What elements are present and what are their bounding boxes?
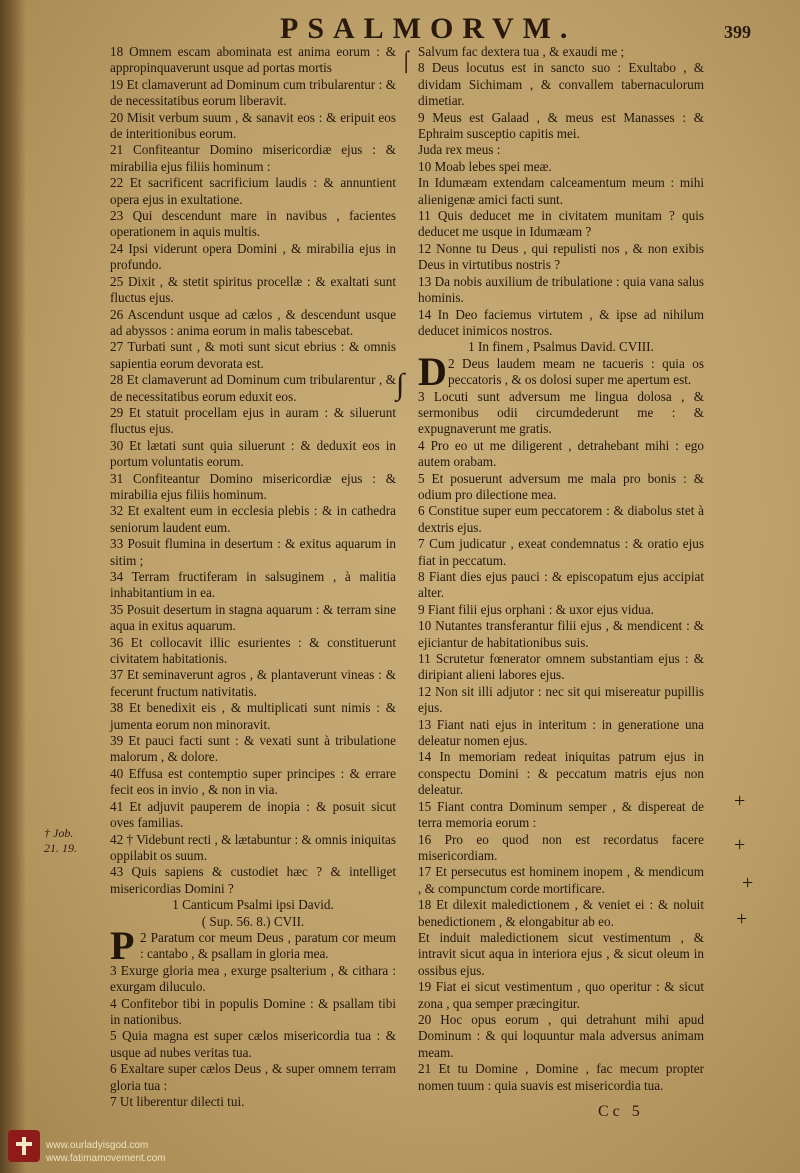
website-link[interactable]: www.fatimamovement.com: [46, 1153, 166, 1164]
handwritten-cross-mark: +: [742, 872, 754, 894]
verse: 4 Pro eo ut me diligerent , detrahebant mihi : ego autem orabam.: [418, 437, 704, 470]
verse: 27 Turbati sunt , & moti sunt sicut ebrius : & omnis sapientia eorum devorata est.: [110, 339, 396, 371]
verse: 17 Et persecutus est hominem inopem , & mendicum , & compunctum corde mortificare.: [418, 864, 704, 896]
dropcap-letter: D: [418, 348, 447, 394]
verse: 8 Fiant dies ejus pauci : & episcopatum ejus accipiat alter.: [418, 569, 704, 601]
site-logo: [8, 1130, 40, 1162]
verse: 30 Et lætati sunt quia siluerunt : & deduxit eos in portum voluntatis eorum.: [110, 437, 396, 470]
verse: 10 Nutantes transferantur filii ejus , & mendicent : & ejiciantur de habitationibus suis.: [418, 618, 704, 650]
verse: 19 Fiat ei sicut vestimentum , quo operitur : & sicut zona , qua semper præcingitur.: [418, 979, 704, 1011]
website-credits: [46, 1139, 165, 1165]
left-column: [110, 44, 396, 1110]
verse: In Idumæam extendam calceamentum meum : mihi alienigenæ amici facti sunt.: [418, 175, 704, 207]
psalm-heading: 1 Canticum Psalmi ipsi David.: [172, 897, 334, 913]
verse: 10 Moab lebes spei meæ.: [418, 158, 552, 174]
verse: 6 Exaltare super cælos Deus , & super omnem terram gloria tua :: [110, 1061, 396, 1093]
verse: 18 Et dilexit maledictionem , & veniet ei : & noluit benedictionem , & elongabitur ab eo.: [418, 897, 704, 929]
verse: 35 Posuit desertum in stagna aquarum : & terram sine aqua in exitus aquarum.: [110, 601, 396, 634]
verse: 23 Qui descendunt mare in navibus , facientes operationem in aquis multis.: [110, 208, 396, 240]
verse: 28 Et clamaverunt ad Dominum cum tribularentur , & de necessitatibus eorum eduxit eos.: [110, 372, 396, 404]
verse: 3 Exurge gloria mea , exurge psalterium , & cithara : exurgam diluculo.: [110, 962, 396, 995]
signature-mark: Cc 5: [598, 1103, 644, 1120]
verse: 11 Scrutetur fœnerator omnem substantiam ejus : & diripiant alieni labores ejus.: [418, 651, 704, 683]
verse: 40 Effusa est contemptio super principes : & errare fecit eos in invio , & non in via.: [110, 765, 396, 798]
verse: 21 Confiteantur Domino misericordiæ ejus : & mirabilia ejus filiis hominum :: [110, 142, 396, 174]
verse: 24 Ipsi viderunt opera Domini , & mirabilia ejus in profundo.: [110, 240, 396, 273]
verse: 36 Et collocavit illic esurientes : & constituerunt civitatem habitationis.: [110, 634, 396, 667]
verse: 15 Fiant contra Dominum semper , & dispereat de terra memoria eorum :: [418, 798, 704, 831]
verse: 12 Nonne tu Deus , qui repulisti nos , & non exibis Deus in virtutibus nostris ?: [418, 240, 704, 273]
psalm-first-verse: [418, 348, 704, 394]
verse-text: 2 Deus laudem meam ne tacueris : quia os peccatoris , & os dolosi super me apertum est.: [448, 355, 704, 388]
psalm-first-verse: [110, 922, 396, 968]
verse: 38 Et benedixit eis , & multiplicati sunt nimis : & jumenta eorum non minoravit.: [110, 700, 396, 732]
right-column: [418, 44, 704, 1094]
verse: 13 Fiant nati ejus in interitum : in generatione una deleatur nomen ejus.: [418, 716, 704, 749]
verse: 8 Deus locutus est in sancto suo : Exultabo , & dividam Sichimam , & convallem tabernaculorum dimetiar.: [418, 60, 704, 109]
handwritten-cross-mark: +: [734, 834, 746, 856]
psalm-heading: 1 In finem , Psalmus David. CVIII.: [468, 339, 654, 355]
verse: 9 Fiant filii ejus orphani : & uxor ejus vidua.: [418, 601, 654, 617]
verse: 19 Et clamaverunt ad Dominum cum tribularentur : & de necessitatibus eorum liberavit.: [110, 76, 396, 109]
verse: 20 Hoc opus eorum , qui detrahunt mihi apud Dominum : & qui loquuntur mala adversus animam meam.: [418, 1011, 704, 1060]
page-title: PSALMORVM.: [280, 12, 577, 45]
verse: 5 Quia magna est super cælos misericordia tua : & usque ad nubes veritas tua.: [110, 1028, 396, 1060]
verse: 32 Et exaltent eum in ecclesia plebis : & in cathedra seniorum laudent eum.: [110, 503, 396, 535]
verse: 12 Non sit illi adjutor : nec sit qui misereatur pupillis ejus.: [418, 683, 704, 716]
verse: 13 Da nobis auxilium de tribulatione : quia vana salus hominis.: [418, 273, 704, 306]
psalm-reference: ( Sup. 56. 8.) CVII.: [201, 913, 305, 929]
verse: 4 Confitebor tibi in populis Domine : & psallam tibi in nationibus.: [110, 995, 396, 1027]
verse: 5 Et posuerunt adversum me mala pro bonis : & odium pro dilectione mea.: [418, 470, 704, 502]
verse: 9 Meus est Galaad , & meus est Manasses : & Ephraim susceptio capitis mei.: [418, 109, 704, 142]
verse: 33 Posuit flumina in desertum : & exitus aquarum in sitim ;: [110, 536, 396, 568]
verse: 7 Ut liberentur dilecti tui.: [110, 1094, 245, 1109]
verse: 14 In Deo faciemus virtutem , & ipse ad nihilum deducet inimicos nostros.: [418, 306, 704, 338]
page-binding-edge: [0, 0, 26, 1173]
verse: 3 Locuti sunt adversum me lingua dolosa , & sermonibus odii circumdederunt me : & expugnaverunt me gratis.: [418, 388, 704, 437]
dropcap-letter: P: [110, 922, 135, 968]
handwritten-bracket-mark: ⌠: [400, 50, 413, 72]
verse: 18 Omnem escam abominata est anima eorum : & appropinquaverunt usque ad portas mortis: [110, 44, 396, 76]
verse: 43 Quis sapiens & custodiet hæc ? & intelliget misericordias Domini ?: [110, 864, 396, 896]
verse: 14 In memoriam redeat iniquitas patrum ejus in conspectu Domini : & peccatum matris ejus non deleatur.: [418, 749, 704, 798]
verse: 31 Confiteantur Domino misericordiæ ejus : & mirabilia ejus filiis hominum.: [110, 470, 396, 502]
cross-logo-icon: [13, 1135, 35, 1157]
verse: 7 Cum judicatur , exeat condemnatus : & oratio ejus fiat in peccatum.: [418, 536, 704, 568]
verse: Salvum fac dextera tua , & exaudi me ;: [418, 44, 625, 59]
handwritten-bracket-mark: ∫: [396, 368, 405, 401]
verse: 37 Et seminaverunt agros , & plantaverunt vineas : & fecerunt fructum nativitatis.: [110, 667, 396, 699]
handwritten-cross-mark: +: [734, 790, 746, 812]
verse: 11 Quis deducet me in civitatem munitam ? quis deducet me usque in Idumæam ?: [418, 208, 704, 240]
verse: 22 Et sacrificent sacrificium laudis : & annuntient opera ejus in exultatione.: [110, 175, 396, 207]
verse: 25 Dixit , & stetit spiritus procellæ : & exaltati sunt fluctus ejus.: [110, 273, 396, 306]
verse-text: 2 Paratum cor meum Deus , paratum cor meum : cantabo , & psallam in gloria mea.: [140, 929, 396, 962]
verse: 6 Constitue super eum peccatorem : & diabolus stet à dextris ejus.: [418, 503, 704, 535]
page-number: 399: [724, 22, 751, 42]
verse: 26 Ascendunt usque ad cælos , & descendunt usque ad abyssos : anima eorum in malis tabescebat.: [110, 306, 396, 338]
verse: Juda rex meus :: [418, 142, 501, 158]
verse: 41 Et adjuvit pauperem de inopia : & posuit sicut oves familias.: [110, 798, 396, 831]
handwritten-cross-mark: +: [736, 908, 748, 930]
verse: 16 Pro eo quod non est recordatus facere misericordiam.: [418, 831, 704, 863]
margin-note: [44, 826, 104, 856]
verse: 20 Misit verbum suum , & sanavit eos : & eripuit eos de interitionibus eorum.: [110, 109, 396, 142]
margin-note-line: † Job.: [44, 826, 74, 840]
verse: 29 Et statuit procellam ejus in auram : & siluerunt fluctus ejus.: [110, 404, 396, 437]
verse: Et induit maledictionem sicut vestimentum , & intravit sicut aqua in interiora ejus , & sicut oleum in ossibus ejus.: [418, 929, 704, 978]
verse: 42 † Videbunt recti , & lætabuntur : & omnis iniquitas oppilabit os suum.: [110, 831, 396, 863]
verse: 21 Et tu Domine , Domine , fac mecum propter nomen tuum : quia suavis est misericordia tua.: [418, 1061, 704, 1093]
verse: 34 Terram fructiferam in salsuginem , à malitia inhabitantium in ea.: [110, 569, 396, 601]
verse: 39 Et pauci facti sunt : & vexati sunt à tribulatione malorum , & dolore.: [110, 733, 396, 765]
margin-note-line: 21. 19.: [44, 841, 77, 855]
website-link[interactable]: www.ourladyisgod.com: [46, 1140, 149, 1151]
